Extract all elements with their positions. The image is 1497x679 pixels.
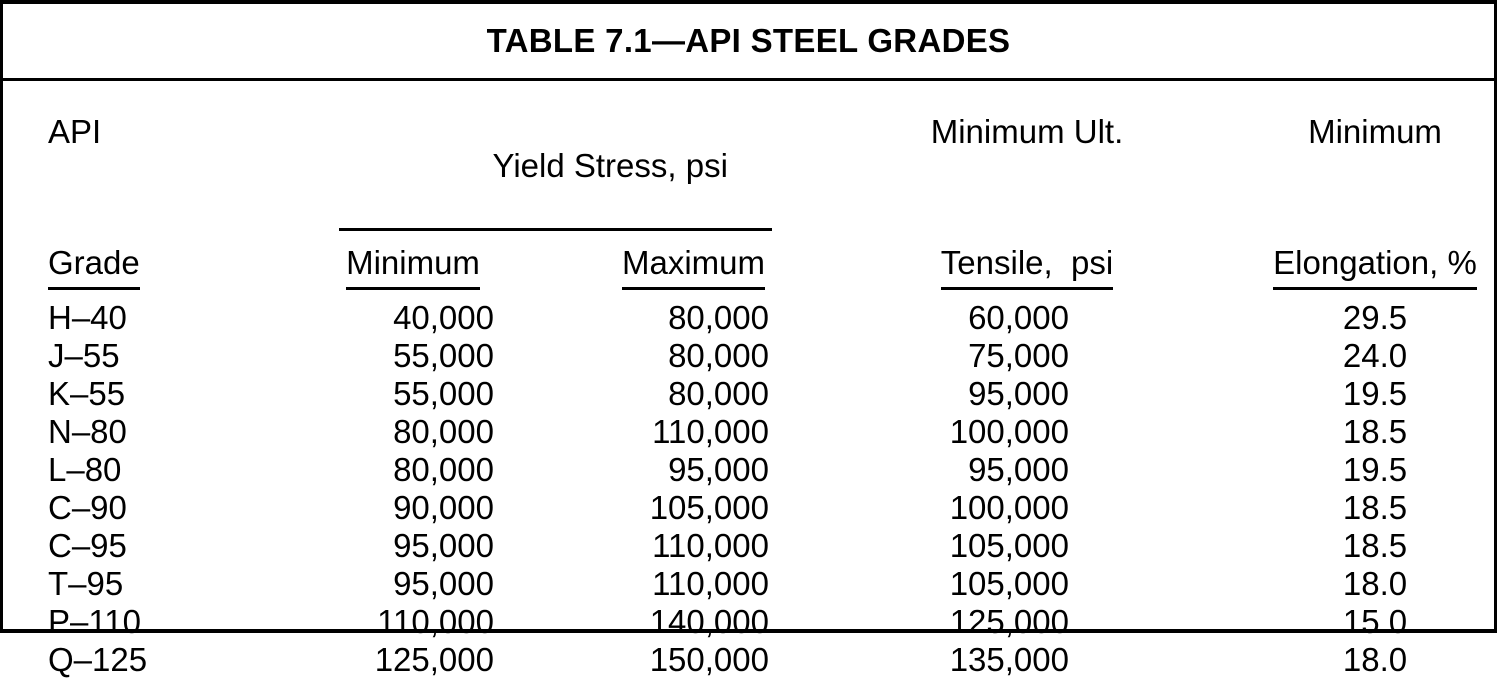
cell-yield-max: 95,000 <box>668 451 769 488</box>
cell-yield-max: 80,000 <box>668 375 769 412</box>
cell-yield-max: 110,000 <box>652 565 769 602</box>
cell-yield-min: 95,000 <box>393 565 494 602</box>
cell-grade: Q–125 <box>48 641 148 678</box>
cell-grade: K–55 <box>48 375 126 412</box>
col-header-yield-maximum-text: Maximum <box>622 244 765 290</box>
table-title: TABLE 7.1—API STEEL GRADES <box>3 4 1494 81</box>
cell-grade: N–80 <box>48 413 127 450</box>
cell-tensile: 75,000 <box>968 337 1069 374</box>
col-header-tensile-psi <box>773 232 1114 296</box>
col-header-elongation-line1: Minimum <box>1308 113 1442 150</box>
cell-yield-max: 110,000 <box>652 413 769 450</box>
cell-grade: L–80 <box>48 451 122 488</box>
cell-yield-max: 80,000 <box>668 299 769 336</box>
cell-grade: J–55 <box>48 337 120 374</box>
cell-yield-max: 140,000 <box>649 603 769 640</box>
cell-grade: C–95 <box>48 527 127 564</box>
col-header-grade-text: Grade <box>48 244 140 290</box>
cell-yield-min: 55,000 <box>393 375 494 412</box>
cell-grade: C–90 <box>48 489 127 526</box>
col-header-api-text: API <box>48 113 102 150</box>
cell-yield-min: 95,000 <box>393 527 494 564</box>
cell-yield-min: 110,000 <box>377 603 494 640</box>
cell-grade: P–110 <box>48 603 141 640</box>
table-row <box>3 413 1494 451</box>
table-row <box>3 527 1494 565</box>
cell-yield-min: 40,000 <box>393 299 494 336</box>
table-header <box>3 81 1494 296</box>
cell-tensile: 95,000 <box>968 375 1069 412</box>
col-header-api <box>3 81 218 232</box>
col-header-yield-minimum <box>218 232 498 296</box>
cell-grade: T–95 <box>48 565 124 602</box>
col-header-ult-tensile-line1: Minimum Ult. <box>930 113 1124 150</box>
header-row-2 <box>3 232 1494 296</box>
cell-elongation: 19.5 <box>1342 375 1408 412</box>
cell-yield-min: 80,000 <box>393 451 494 488</box>
col-header-tensile-psi-text: Tensile, psi <box>941 244 1113 290</box>
cell-elongation: 18.0 <box>1342 641 1408 678</box>
cell-tensile: 125,000 <box>949 603 1069 640</box>
cell-yield-min: 80,000 <box>393 413 494 450</box>
cell-elongation: 24.0 <box>1342 337 1408 374</box>
cell-elongation: 15.0 <box>1342 603 1408 640</box>
cell-elongation: 18.5 <box>1342 489 1408 526</box>
col-header-yield-maximum <box>498 232 773 296</box>
cell-tensile: 105,000 <box>949 565 1069 602</box>
table-body <box>3 296 1494 679</box>
cell-yield-max: 110,000 <box>652 527 769 564</box>
steel-grades-table <box>3 81 1494 679</box>
table-row <box>3 603 1494 641</box>
col-header-elongation-pct <box>1073 232 1494 296</box>
yield-stress-spanner-rule <box>339 109 772 231</box>
cell-tensile: 100,000 <box>949 413 1069 450</box>
col-header-grade <box>3 232 218 296</box>
cell-elongation: 18.5 <box>1342 527 1408 564</box>
col-header-elongation <box>1073 81 1494 232</box>
cell-elongation: 18.5 <box>1342 413 1408 450</box>
cell-tensile: 135,000 <box>949 641 1069 678</box>
table-row <box>3 641 1494 679</box>
col-header-ult-tensile <box>773 81 1124 232</box>
cell-grade: H–40 <box>48 299 127 336</box>
header-row-1 <box>3 81 1494 232</box>
table-row <box>3 565 1494 603</box>
col-header-elongation-pct-text: Elongation, % <box>1273 244 1477 290</box>
col-header-yield-stress-text: Yield Stress, psi <box>492 147 728 184</box>
cell-tensile: 95,000 <box>968 451 1069 488</box>
col-header-yield-stress-group <box>218 81 773 232</box>
cell-yield-max: 80,000 <box>668 337 769 374</box>
cell-elongation: 18.0 <box>1342 565 1408 602</box>
table-row <box>3 489 1494 527</box>
cell-yield-min: 125,000 <box>374 641 494 678</box>
col-header-yield-minimum-text: Minimum <box>346 244 480 290</box>
table-row <box>3 337 1494 375</box>
cell-elongation: 29.5 <box>1342 299 1408 336</box>
table-row <box>3 375 1494 413</box>
cell-yield-max: 105,000 <box>649 489 769 526</box>
table-row <box>3 296 1494 337</box>
table-row <box>3 451 1494 489</box>
cell-elongation: 19.5 <box>1342 451 1408 488</box>
cell-tensile: 100,000 <box>949 489 1069 526</box>
cell-yield-min: 55,000 <box>393 337 494 374</box>
cell-yield-min: 90,000 <box>393 489 494 526</box>
cell-yield-max: 150,000 <box>649 641 769 678</box>
cell-tensile: 105,000 <box>949 527 1069 564</box>
cell-tensile: 60,000 <box>968 299 1069 336</box>
